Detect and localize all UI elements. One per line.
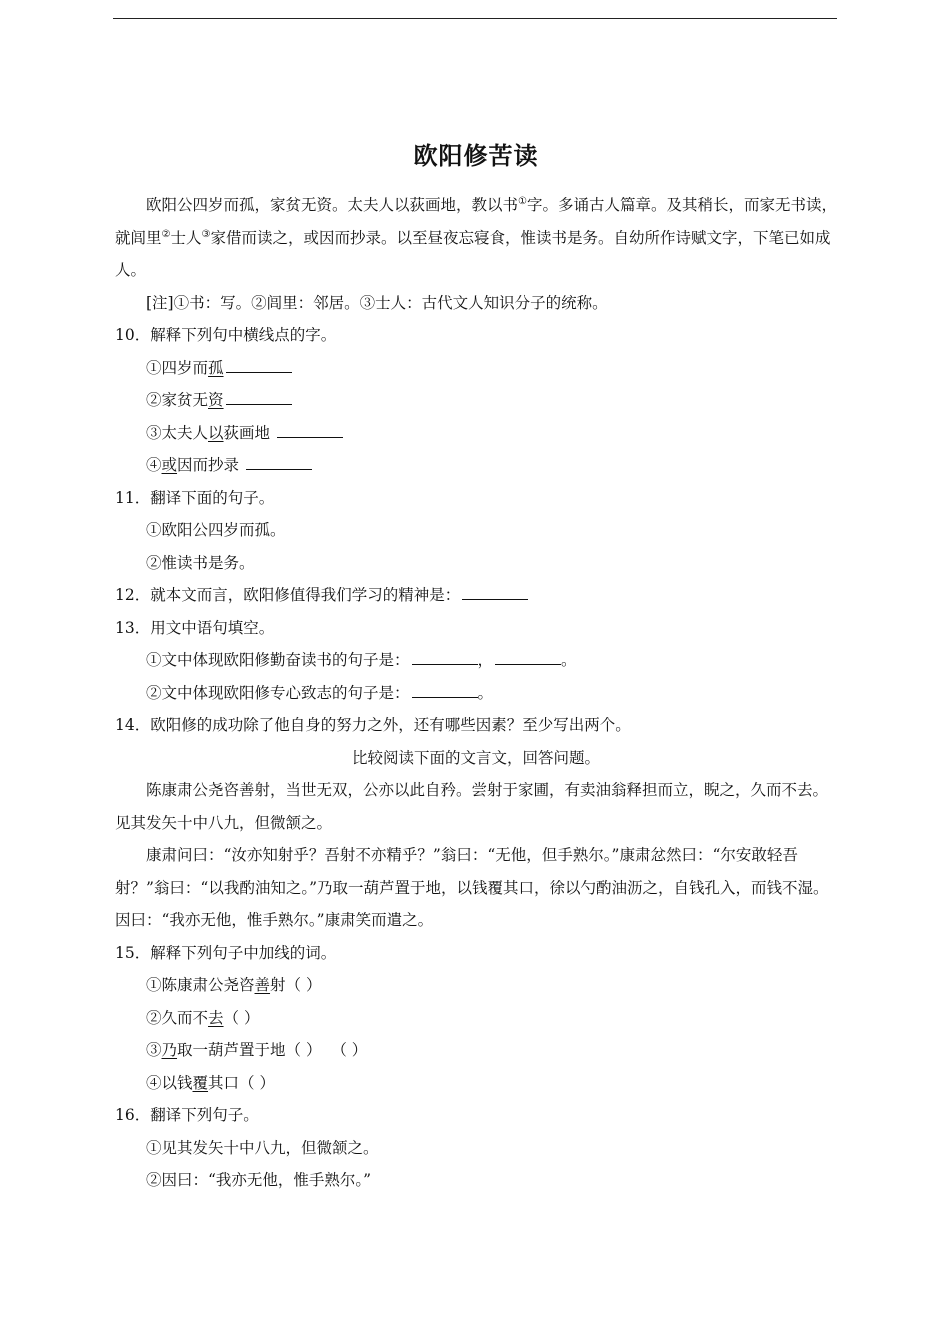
item-text: （ ） xyxy=(223,1008,260,1027)
question-10-item-2 xyxy=(115,384,837,417)
question-14-stem: 14．欧阳修的成功除了他自身的努力之外，还有哪些因素？至少写出两个。 xyxy=(115,716,631,735)
answer-blank[interactable] xyxy=(462,598,528,600)
item-text: 其口（ ） xyxy=(208,1073,275,1092)
question-10-item-3 xyxy=(115,417,837,450)
item-text: ②家贫无 xyxy=(146,391,209,410)
question-10-item-4 xyxy=(115,449,837,482)
punctuation: 。 xyxy=(561,651,577,670)
underlined-word: 乃 xyxy=(161,1041,178,1060)
passage-1-text-a: 欧阳公四岁而孤，家贫无资。太夫人以荻画地，教以书 xyxy=(146,196,519,215)
question-11-stem: 11．翻译下面的句子。 xyxy=(115,488,275,507)
item-text: ④ xyxy=(146,456,162,475)
passage-1 xyxy=(115,189,837,287)
passage-1-text-d: 家借而读之，或因而抄录。以至昼夜忘寝食，惟读书是务。自幼所作诗赋文字，下笔已如成人。 xyxy=(115,228,831,280)
underlined-word: 孤 xyxy=(208,358,224,377)
item-text: ③ xyxy=(146,1041,162,1060)
item-text: 因而抄录 xyxy=(177,456,244,475)
question-15-item-1 xyxy=(115,969,837,1002)
item-text: ③太夫人 xyxy=(146,423,209,442)
footnote: [注]①书：写。②闾里：邻居。③士人：古代文人知识分子的统称。 xyxy=(146,293,608,312)
header-rule xyxy=(113,18,837,19)
answer-blank[interactable] xyxy=(412,696,478,698)
underlined-word: 去 xyxy=(208,1008,224,1027)
answer-blank[interactable] xyxy=(226,403,292,405)
underlined-word: 资 xyxy=(208,391,224,410)
answer-blank[interactable] xyxy=(495,663,561,665)
question-15-item-2 xyxy=(115,1002,837,1035)
item-text: ④以钱 xyxy=(146,1073,193,1092)
underlined-word: 善 xyxy=(254,976,271,995)
item-text: ②文中体现欧阳修专心致志的句子是： xyxy=(146,683,410,702)
passage-1-text-b: 字。多诵古人篇章。及其稍长，而家无书读，就闾里 xyxy=(115,196,837,247)
compare-reading-heading: 比较阅读下面的文言文，回答问题。 xyxy=(351,748,600,767)
worksheet xyxy=(115,140,837,1197)
passage-2-para-1: 陈康肃公尧咨善射，当世无双，公亦以此自矜。尝射于家圃，有卖油翁释担而立，睨之，久而不去。见其发矢十中八九，但微颔之。 xyxy=(115,781,829,832)
footnote-marker-3: ③ xyxy=(201,228,211,240)
question-15-stem: 15．解释下列句子中加线的词。 xyxy=(115,943,337,962)
question-12 xyxy=(115,579,837,612)
question-15-item-3 xyxy=(115,1034,837,1067)
underlined-word: 覆 xyxy=(192,1073,209,1092)
passage-1-text-c: 士人 xyxy=(170,228,202,247)
answer-blank[interactable] xyxy=(246,468,312,470)
footnote-marker-2: ② xyxy=(161,228,171,240)
punctuation: ， xyxy=(477,651,494,670)
footnote-marker-1: ① xyxy=(518,196,527,208)
question-10-stem: 10．解释下列句中横线点的字。 xyxy=(115,326,337,345)
page-title: 欧阳修苦读 xyxy=(413,141,539,170)
question-11-item-2: ②惟读书是务。 xyxy=(146,553,255,572)
answer-blank[interactable] xyxy=(412,663,478,665)
question-16-item-1: ①见其发矢十中八九，但微颔之。 xyxy=(146,1138,379,1157)
question-12-stem: 12．就本文而言，欧阳修值得我们学习的精神是： xyxy=(115,586,461,605)
passage-2-para-2: 康肃问曰：“汝亦知射乎？吾射不亦精乎？”翁曰：“无他，但手熟尔。”康肃忿然曰：“尔安敢轻吾射？”翁曰：“以我酌油知之。”乃取一葫芦置于地，以钱覆其口，徐以勺酌油沥之，自钱孔入，而钱不湿。因曰：“我亦无他，惟手熟尔。”康肃笑而遣之。 xyxy=(115,846,829,930)
item-text: 取一葫芦置于地（ ） （ ） xyxy=(177,1041,368,1060)
answer-blank[interactable] xyxy=(226,371,292,373)
question-10-item-1 xyxy=(115,352,837,385)
item-text: ①文中体现欧阳修勤奋读书的句子是： xyxy=(146,651,410,670)
answer-blank[interactable] xyxy=(277,436,343,438)
question-13-item-1 xyxy=(115,644,837,677)
underlined-word: 或 xyxy=(161,456,178,475)
item-text: 射（ ） xyxy=(270,976,322,995)
question-16-item-2: ②因曰：“我亦无他，惟手熟尔。” xyxy=(146,1171,372,1190)
question-13-item-2 xyxy=(115,677,837,710)
question-13-stem: 13．用文中语句填空。 xyxy=(115,618,275,637)
punctuation: 。 xyxy=(477,683,494,702)
question-15-item-4 xyxy=(115,1067,837,1100)
underlined-word: 以 xyxy=(208,423,224,442)
item-text: ①四岁而 xyxy=(146,358,209,377)
item-text: ②久而不 xyxy=(146,1008,209,1027)
item-text: 荻画地 xyxy=(223,423,275,442)
item-text: ①陈康肃公尧咨 xyxy=(146,976,255,995)
question-16-stem: 16．翻译下列句子。 xyxy=(115,1106,259,1125)
question-11-item-1: ①欧阳公四岁而孤。 xyxy=(146,521,286,540)
